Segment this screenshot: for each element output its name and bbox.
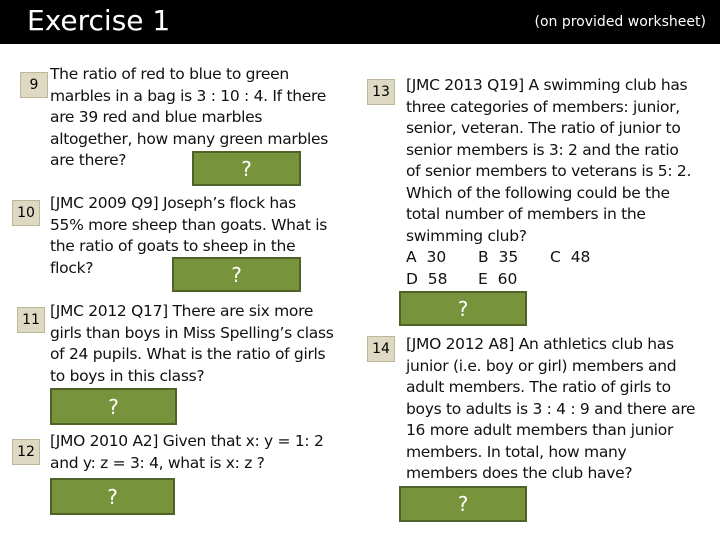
answer-box-9[interactable]: ?	[192, 151, 301, 186]
option-value: 58	[427, 270, 448, 288]
option-c	[550, 247, 590, 269]
option-value: 60	[497, 270, 518, 288]
question-text-11	[50, 301, 334, 387]
question-line: members. In total, how many	[406, 442, 627, 461]
answer-box-10[interactable]: ?	[172, 257, 301, 292]
question-line: marbles in a bag is 3 : 10 : 4. If there	[50, 86, 326, 105]
option-value: 48	[570, 248, 591, 266]
question-number-10: 10	[12, 200, 40, 226]
page-subtitle: (on provided worksheet)	[534, 14, 706, 30]
question-line: 16 more adult members than junior	[406, 421, 674, 439]
question-line: members does the club have?	[406, 464, 633, 482]
question-line: Which of the following could be the	[406, 183, 670, 202]
question-line: total number of members in the	[406, 205, 646, 223]
option-letter: E	[478, 270, 488, 288]
question-number-9: 9	[20, 72, 48, 98]
question-line: are there?	[50, 151, 127, 169]
question-text-13	[406, 75, 691, 247]
question-line: swimming club?	[406, 226, 527, 245]
question-line: flock?	[50, 258, 94, 277]
answer-box-13[interactable]: ?	[399, 291, 527, 326]
question-line: 55% more sheep than goats. What is	[50, 215, 328, 234]
question-text-14	[406, 334, 695, 485]
question-number-12: 12	[12, 439, 40, 465]
answer-box-14[interactable]: ?	[399, 486, 527, 522]
question-line: girls than boys in Miss Spelling’s class	[50, 323, 334, 342]
question-line: are 39 red and blue marbles	[50, 108, 263, 126]
question-line: of 24 pupils. What is the ratio of girls	[50, 345, 326, 363]
question-line: junior (i.e. boy or girl) members and	[406, 356, 677, 375]
option-e	[478, 269, 517, 291]
question-text-12	[50, 431, 324, 474]
question-line: and y: z = 3: 4, what is x: z ?	[50, 453, 265, 472]
question-line: The ratio of red to blue to green	[50, 65, 289, 83]
question-line: [JMO 2010 A2] Given that x: y = 1: 2	[50, 432, 324, 450]
question-line: [JMC 2012 Q17] There are six more	[50, 302, 314, 320]
question-line: three categories of members: junior,	[406, 97, 680, 116]
question-line: boys to adults is 3 : 4 : 9 and there are	[406, 399, 696, 418]
page-title: Exercise 1	[27, 4, 171, 37]
question-number-13: 13	[367, 79, 395, 105]
question-line: [JMC 2013 Q19] A swimming club has	[406, 76, 688, 94]
question-line: senior members is 3: 2 and the ratio	[406, 140, 679, 159]
answer-box-12[interactable]: ?	[50, 478, 175, 515]
option-letter: B	[478, 248, 489, 266]
question-line: to boys in this class?	[50, 366, 205, 385]
answer-box-11[interactable]: ?	[50, 388, 177, 425]
option-d	[406, 269, 448, 291]
option-letter: D	[406, 270, 418, 288]
question-line: [JMO 2012 A8] An athletics club has	[406, 335, 674, 353]
question-line: of senior members to veterans is 5: 2.	[406, 162, 692, 180]
option-value: 35	[498, 248, 519, 266]
option-b	[478, 247, 518, 269]
option-letter: C	[550, 248, 561, 266]
question-line: [JMC 2009 Q9] Joseph’s flock has	[50, 194, 296, 212]
option-value: 30	[426, 248, 447, 266]
question-number-11: 11	[17, 307, 45, 333]
header-bar	[0, 0, 720, 44]
question-number-14: 14	[367, 336, 395, 362]
option-a	[406, 247, 446, 269]
question-line: adult members. The ratio of girls to	[406, 378, 671, 396]
question-line: the ratio of goats to sheep in the	[50, 237, 296, 255]
question-line: altogether, how many green marbles	[50, 129, 329, 148]
option-letter: A	[406, 248, 417, 266]
question-line: senior, veteran. The ratio of junior to	[406, 119, 681, 137]
